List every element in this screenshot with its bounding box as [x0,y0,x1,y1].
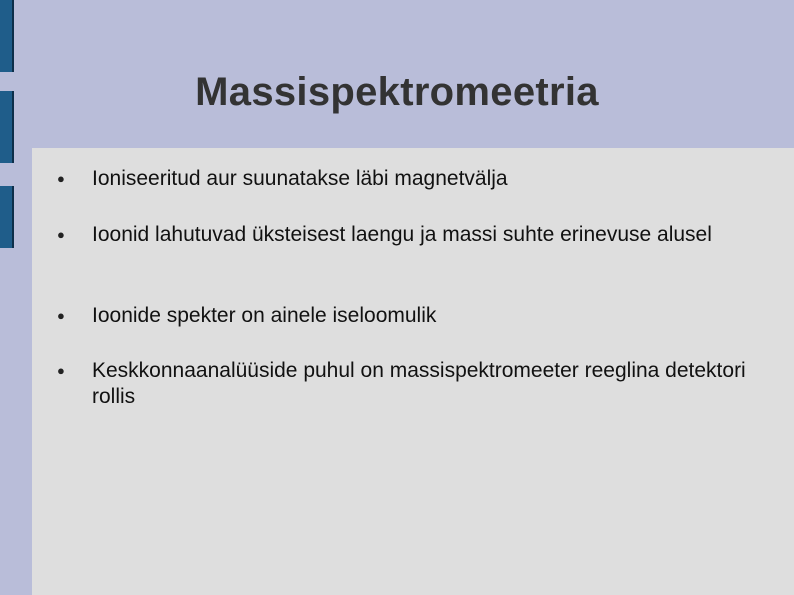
bullet-marker-icon: ● [57,171,65,186]
slide-title: Massispektromeetria [195,70,599,114]
decorative-stripe-bottom [0,186,14,248]
bullet-marker-icon: ● [57,308,65,323]
bullet-text: Ioniseeritud aur suunatakse läbi magnetvälja [92,167,508,190]
bullet-text: Keskkonnaanalüüside puhul on massispektromeeter reeglina detektori rollis [92,359,746,408]
bullet-marker-icon: ● [57,363,65,378]
content-panel [32,148,794,595]
decorative-stripe-top [0,0,14,72]
bullet-marker-icon: ● [57,227,65,242]
bullet-text: Ioonid lahutuvad üksteisest laengu ja massi suhte erinevuse alusel [92,223,712,246]
bullet-text: Ioonide spekter on ainele iseloomulik [92,304,437,327]
